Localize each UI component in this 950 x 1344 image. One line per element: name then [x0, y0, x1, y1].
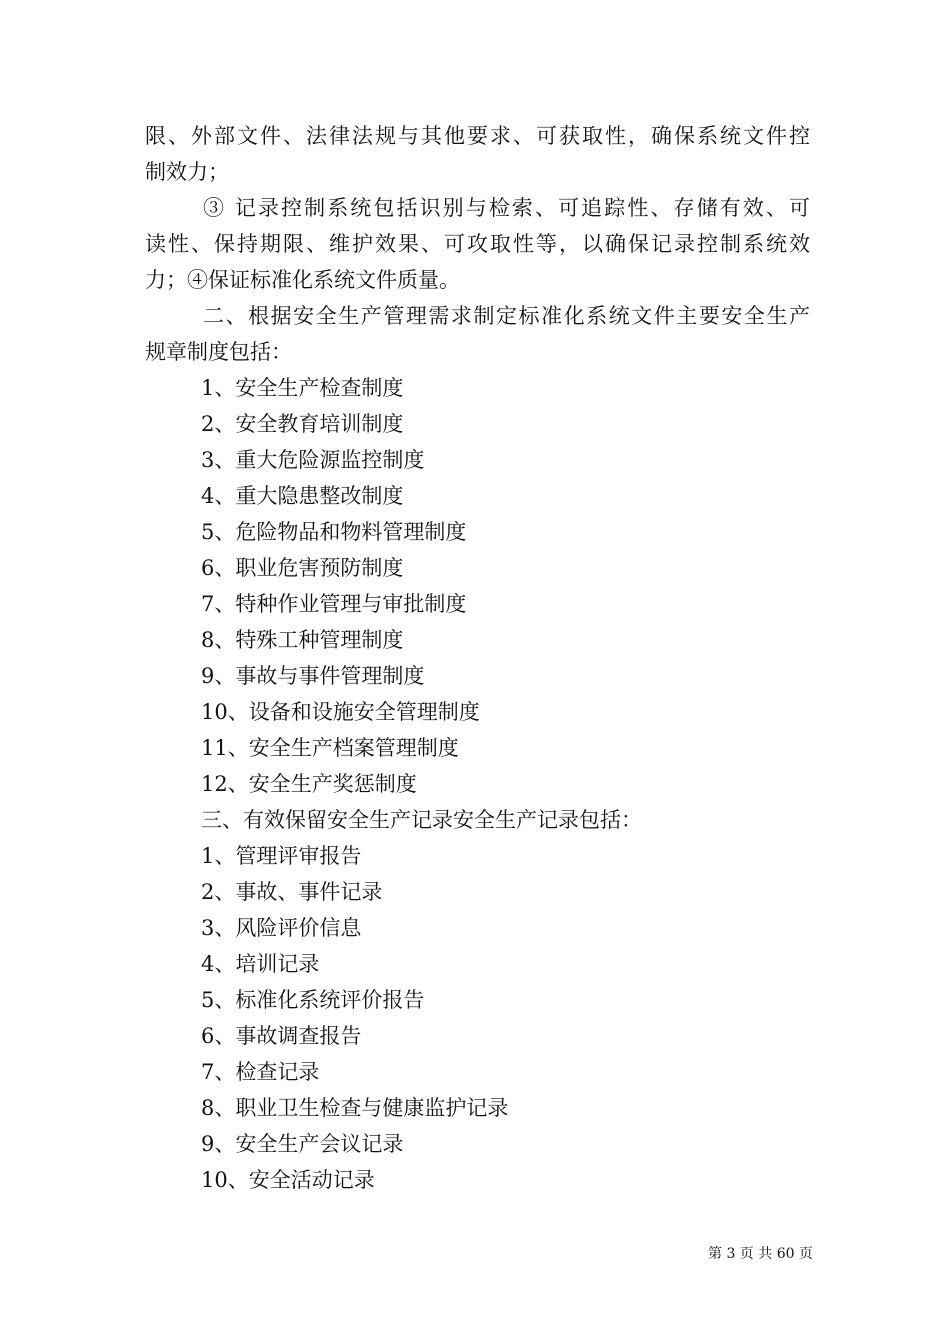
section-heading-rules: 二、根据安全生产管理需求制定标准化系统文件主要安全生产	[203, 304, 810, 328]
list-item: 3、风险评价信息	[201, 916, 362, 940]
list-item: 1、安全生产检查制度	[201, 376, 404, 400]
list-item: 4、重大隐患整改制度	[201, 484, 404, 508]
list-item: 8、特殊工种管理制度	[201, 628, 404, 652]
list-item: 4、培训记录	[201, 952, 320, 976]
rules-list	[145, 370, 810, 802]
list-item: 7、检查记录	[201, 1060, 320, 1084]
list-item: 9、安全生产会议记录	[201, 1132, 404, 1156]
list-item: 11、安全生产档案管理制度	[201, 736, 459, 760]
paragraph-line: ③ 记录控制系统包括识别与检索、可追踪性、存储有效、可	[203, 196, 810, 220]
list-item: 5、危险物品和物料管理制度	[201, 520, 467, 544]
page-number: 第 3 页 共 60 页	[708, 1246, 813, 1262]
paragraph-line: 限、外部文件、法律法规与其他要求、可获取性，确保系统文件控	[145, 124, 810, 148]
list-item: 8、职业卫生检查与健康监护记录	[201, 1096, 509, 1120]
paragraph-line: 读性、保持期限、维护效果、可攻取性等，以确保记录控制系统效	[145, 232, 810, 256]
list-item: 2、事故、事件记录	[201, 880, 383, 904]
list-item: 1、管理评审报告	[201, 844, 362, 868]
list-item: 12、安全生产奖惩制度	[201, 772, 417, 796]
list-item: 2、安全教育培训制度	[201, 412, 404, 436]
list-item: 5、标准化系统评价报告	[201, 988, 425, 1012]
list-item: 10、设备和设施安全管理制度	[201, 700, 480, 724]
section-heading-records: 三、有效保留安全生产记录安全生产记录包括：	[201, 808, 642, 832]
list-item: 3、重大危险源监控制度	[201, 448, 425, 472]
paragraph-line: 规章制度包括：	[145, 340, 292, 364]
paragraph-line: 力；④保证标准化系统文件质量。	[145, 268, 460, 292]
paragraph-line: 制效力；	[145, 160, 229, 184]
list-item: 9、事故与事件管理制度	[201, 664, 425, 688]
document-body	[145, 118, 810, 1198]
list-item: 10、安全活动记录	[201, 1168, 375, 1192]
list-item: 6、职业危害预防制度	[201, 556, 404, 580]
records-list	[145, 838, 810, 1198]
list-item: 7、特种作业管理与审批制度	[201, 592, 467, 616]
list-item: 6、事故调查报告	[201, 1024, 362, 1048]
